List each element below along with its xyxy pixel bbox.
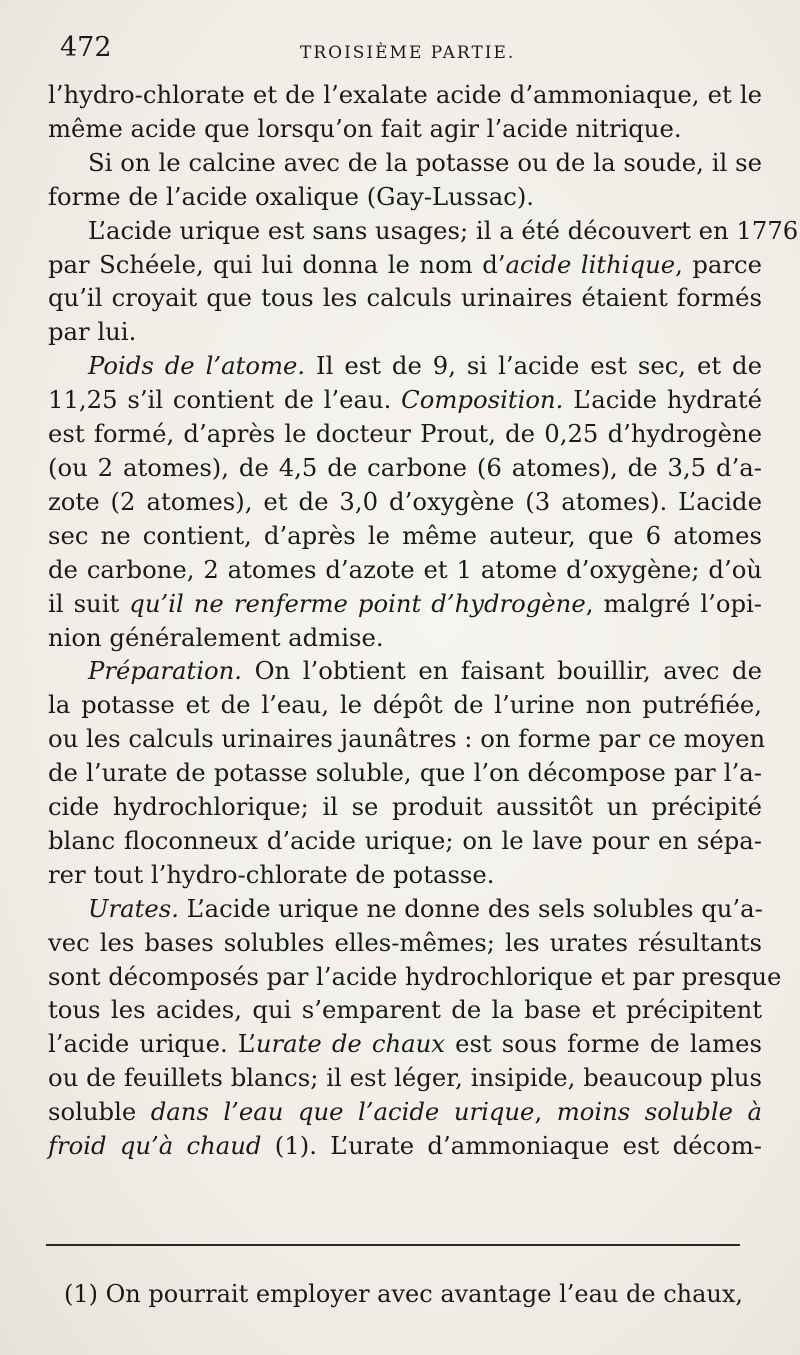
text-line: zote (2 atomes), et de 3,0 d’oxygène (3 atomes). L’acide [48,486,762,516]
text-line: soluble dans l’eau que l’acide urique, moins soluble à [48,1097,762,1127]
text-line: l’acide urique. L’urate de chaux est sous forme de lames [48,1029,762,1059]
text-line: tous les acides, qui s’emparent de la base et précipitent [48,995,762,1025]
footnote-rule [46,1244,740,1246]
text-line: l’hydro-chlorate et de l’exalate acide d’ammoniaque, et le [48,80,762,109]
text-line: sont décomposés par l’acide hydrochlorique et par presque [48,961,782,991]
text-line: Poids de l’atome. Il est de 9, si l’acide est sec, et de [88,351,762,381]
text-line: Préparation. On l’obtient en faisant bouillir, avec de [88,656,762,686]
text-line: (ou 2 atomes), de 4,5 de carbone (6 atomes), de 3,5 d’a- [48,452,762,482]
text-line: vec les bases solubles elles-mêmes; les urates résultants [48,927,762,957]
text-line: par lui. [48,317,137,347]
text-line: cide hydrochlorique; il se produit aussitôt un précipité [48,792,762,822]
section-heading: Urates. [88,893,179,923]
page-header [50,30,760,70]
text-line: L’acide urique est sans usages; il a été découvert en 1776 [88,215,799,245]
text-line: nion généralement admise. [48,622,384,652]
text-line: par Schéele, qui lui donna le nom d’acide lithique, parce [48,249,762,279]
text-line: blanc floconneux d’acide urique; on le lave pour en sépa- [48,825,762,855]
section-heading: Poids de l’atome. [88,351,306,381]
running-head: TROISIÈME PARTIE. [300,43,516,63]
text-line: Urates. L’acide urique ne donne des sels solubles qu’a- [88,893,763,923]
section-heading: Préparation. [88,656,243,686]
text-line: il suit qu’il ne renferme point d’hydrogène, malgré l’opi- [48,588,763,618]
text-line: ou les calculs urinaires jaunâtres : on forme par ce moyen [48,724,766,754]
text-line: 11,25 s’il contient de l’eau. Composition. L’acide hydraté [48,385,762,415]
section-heading: Composition. [401,385,564,415]
text-line: froid qu’à chaud (1). L’urate d’ammoniaque est décom- [48,1131,762,1161]
text-line: sec ne contient, d’après le même auteur, que 6 atomes [48,520,762,550]
text-line: même acide que lorsqu’on fait agir l’acide nitrique. [48,113,682,143]
page-number: 472 [60,32,112,63]
text-line: forme de l’acide oxalique (Gay-Lussac). [48,181,535,211]
body-text [48,78,799,1163]
text-line: de l’urate de potasse soluble, que l’on décompose par l’a- [48,758,762,788]
text-line: Si on le calcine avec de la potasse ou de la soude, il se [88,147,762,177]
text-line: est formé, d’après le docteur Prout, de 0,25 d’hydrogène [48,419,762,449]
footnote: (1) On pourrait employer avec avantage l’eau de chaux, [64,1280,744,1308]
text-line: la potasse et de l’eau, le dépôt de l’urine non putréfiée, [48,690,762,720]
text-line: qu’il croyait que tous les calculs urinaires étaient formés [48,283,762,313]
text-line: ou de feuillets blancs; il est léger, insipide, beaucoup plus [48,1063,762,1093]
text-line: de carbone, 2 atomes d’azote et 1 atome d’oxygène; d’où [48,554,762,584]
text-line: rer tout l’hydro-chlorate de potasse. [48,859,495,889]
